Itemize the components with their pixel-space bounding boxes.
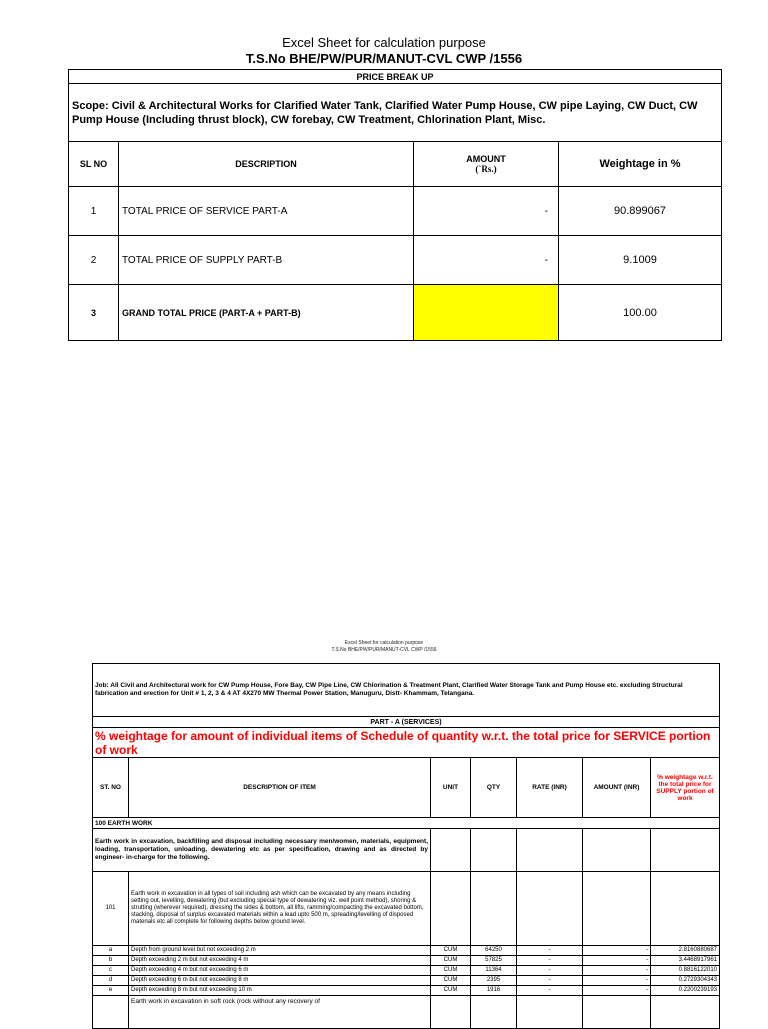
page2-title: Excel Sheet for calculation purpose xyxy=(344,640,424,646)
sub-b-amount: - xyxy=(583,956,651,966)
part-a-header: PART - A (SERVICES) xyxy=(93,717,720,728)
row-3-description: GRAND TOTAL PRICE (PART-A + PART-B) xyxy=(119,285,414,341)
item-101-weightage xyxy=(651,872,720,946)
sub-b-unit: CUM xyxy=(431,956,471,966)
sub-e-qty: 1916 xyxy=(471,986,517,996)
sub-a-rate[interactable]: - xyxy=(517,946,583,956)
sub-e-unit: CUM xyxy=(431,986,471,996)
col-amount-label: AMOUNT xyxy=(466,154,506,164)
sub-d-unit: CUM xyxy=(431,976,471,986)
intro-qty xyxy=(471,829,517,872)
col-item-weightage: % weightage w.r.t. the total price for SUPPLY portion of work xyxy=(651,758,720,818)
sub-e-rate[interactable]: - xyxy=(517,986,583,996)
table-row xyxy=(93,956,720,966)
table-row xyxy=(93,946,720,956)
sub-a-no: a xyxy=(93,946,129,956)
sub-a-weightage: 2.8160880687 xyxy=(651,946,720,956)
row-3-weightage: 100.00 xyxy=(559,285,722,341)
intro-weightage xyxy=(651,829,720,872)
col-item-amount: AMOUNT (INR) xyxy=(583,758,651,818)
sub-d-qty: 2395 xyxy=(471,976,517,986)
sub-c-rate[interactable]: - xyxy=(517,966,583,976)
intro-amount xyxy=(583,829,651,872)
col-rate: RATE (INR) xyxy=(517,758,583,818)
price-breakup-header: PRICE BREAK UP xyxy=(69,70,722,84)
col-weightage: Weightage in % xyxy=(559,142,722,187)
col-qty: QTY xyxy=(471,758,517,818)
table-row xyxy=(93,986,720,996)
item-101-rate xyxy=(517,872,583,946)
sub-d-rate[interactable]: - xyxy=(517,976,583,986)
sub-c-weightage: 0.8816122010 xyxy=(651,966,720,976)
sub-c-description: Depth exceeding 4 m but not exceeding 6 m xyxy=(129,966,431,976)
sub-a-qty: 64250 xyxy=(471,946,517,956)
row-3-sl: 3 xyxy=(69,285,119,341)
next-item-description: Earth work in excavation in soft rock (rock without any recovery of xyxy=(129,996,431,1029)
scope-text: Scope: Civil & Architectural Works for Clarified Water Tank, Clarified Water Pump House, CW pipe Laying, CW Duct, CW Pump House (Including thrust block), CW forebay, CW Treatment, Chlorination Plant, Misc. xyxy=(69,84,722,142)
sub-c-qty: 11364 xyxy=(471,966,517,976)
col-description: DESCRIPTION xyxy=(119,142,414,187)
job-description: Job: All Civil and Architectural work for CW Pump House, Fore Bay, CW Pipe Line, CW Chlorination & Treatment Plant, Clarified Water Storage Tank and Pump House etc. excluding Structural fabrication and erection for Unit # 1, 2, 3 & 4 AT 4X270 MW Thermal Power Station, Manuguru, Distt- Khammam, Telangana. xyxy=(93,664,720,717)
row-2-weightage: 9.1009 xyxy=(559,236,722,285)
intro-rate xyxy=(517,829,583,872)
sub-a-unit: CUM xyxy=(431,946,471,956)
sub-c-no: c xyxy=(93,966,129,976)
col-st-no: ST. NO xyxy=(93,758,129,818)
row-2-amount: - xyxy=(414,236,559,285)
sub-a-description: Depth from ground level but not exceeding 2 m xyxy=(129,946,431,956)
col-amount xyxy=(414,142,559,187)
sub-b-qty: 57825 xyxy=(471,956,517,966)
sub-d-no: d xyxy=(93,976,129,986)
weightage-heading: % weightage for amount of individual items of Schedule of quantity w.r.t. the total price for SERVICE portion of work xyxy=(93,728,720,758)
sub-b-description: Depth exceeding 2 m but not exceeding 4 m xyxy=(129,956,431,966)
sub-e-description: Depth exceeding 8 m but not exceeding 10 m xyxy=(129,986,431,996)
earth-work-intro: Earth work in excavation, backfilling and disposal including necessary men/women, materials, equipment, loading, transportation, unloading, dewatering etc as per specification, drawing and as directed by engineer- in-charge for the following. xyxy=(93,829,431,872)
item-101-unit xyxy=(431,872,471,946)
sub-e-amount: - xyxy=(583,986,651,996)
sub-d-weightage: 0.2729304343 xyxy=(651,976,720,986)
table-row xyxy=(93,976,720,986)
sub-d-amount: - xyxy=(583,976,651,986)
row-2-description: TOTAL PRICE OF SUPPLY PART-B xyxy=(119,236,414,285)
row-2-sl: 2 xyxy=(69,236,119,285)
sub-c-amount: - xyxy=(583,966,651,976)
row-1-amount: - xyxy=(414,187,559,236)
page1-title: Excel Sheet for calculation purpose xyxy=(282,35,486,50)
sub-a-amount: - xyxy=(583,946,651,956)
row-1-description: TOTAL PRICE OF SERVICE PART-A xyxy=(119,187,414,236)
item-101-no: 101 xyxy=(93,872,129,946)
sub-d-description: Depth exceeding 6 m but not exceeding 8 m xyxy=(129,976,431,986)
col-item-description: DESCRIPTION OF ITEM xyxy=(129,758,431,818)
item-101-amount xyxy=(583,872,651,946)
table-row xyxy=(93,966,720,976)
sub-c-unit: CUM xyxy=(431,966,471,976)
col-unit: UNIT xyxy=(431,758,471,818)
row-1-weightage: 90.899067 xyxy=(559,187,722,236)
section-earth-work: 100 EARTH WORK xyxy=(93,818,720,829)
row-1-sl: 1 xyxy=(69,187,119,236)
col-sl-no: SL NO xyxy=(69,142,119,187)
page2-ts-number: T.S.No BHE/PW/PUR/MANUT-CVL CWP /1556 xyxy=(331,647,437,653)
sub-b-no: b xyxy=(93,956,129,966)
sub-e-weightage: 0.2200239193 xyxy=(651,986,720,996)
intro-unit xyxy=(431,829,471,872)
page1-ts-number: T.S.No BHE/PW/PUR/MANUT-CVL CWP /1556 xyxy=(245,51,523,66)
sub-b-rate[interactable]: - xyxy=(517,956,583,966)
sub-b-weightage: 3.4468917961 xyxy=(651,956,720,966)
sub-e-no: e xyxy=(93,986,129,996)
item-101-qty xyxy=(471,872,517,946)
price-breakup-table xyxy=(68,69,722,341)
schedule-of-quantity-table xyxy=(92,663,720,1029)
item-101-description: Earth work in excavation in all types of soil including ash which can be excavated by any means including setting out, levelling, dewatering (but excluding special type of dewatering viz. well point method), shoring & strutting (wherever required), dressing the sides & bottom, all lifts, ramming/compacting the excavated bottom, stacking, disposal of surplus excavated materials within a lead upto 500 m, spreading/levelling of disposed materials etc all complete for following depths below ground level. xyxy=(129,872,431,946)
grand-total-amount-cell[interactable] xyxy=(414,285,559,341)
col-amount-unit: (`Rs.) xyxy=(475,164,497,174)
